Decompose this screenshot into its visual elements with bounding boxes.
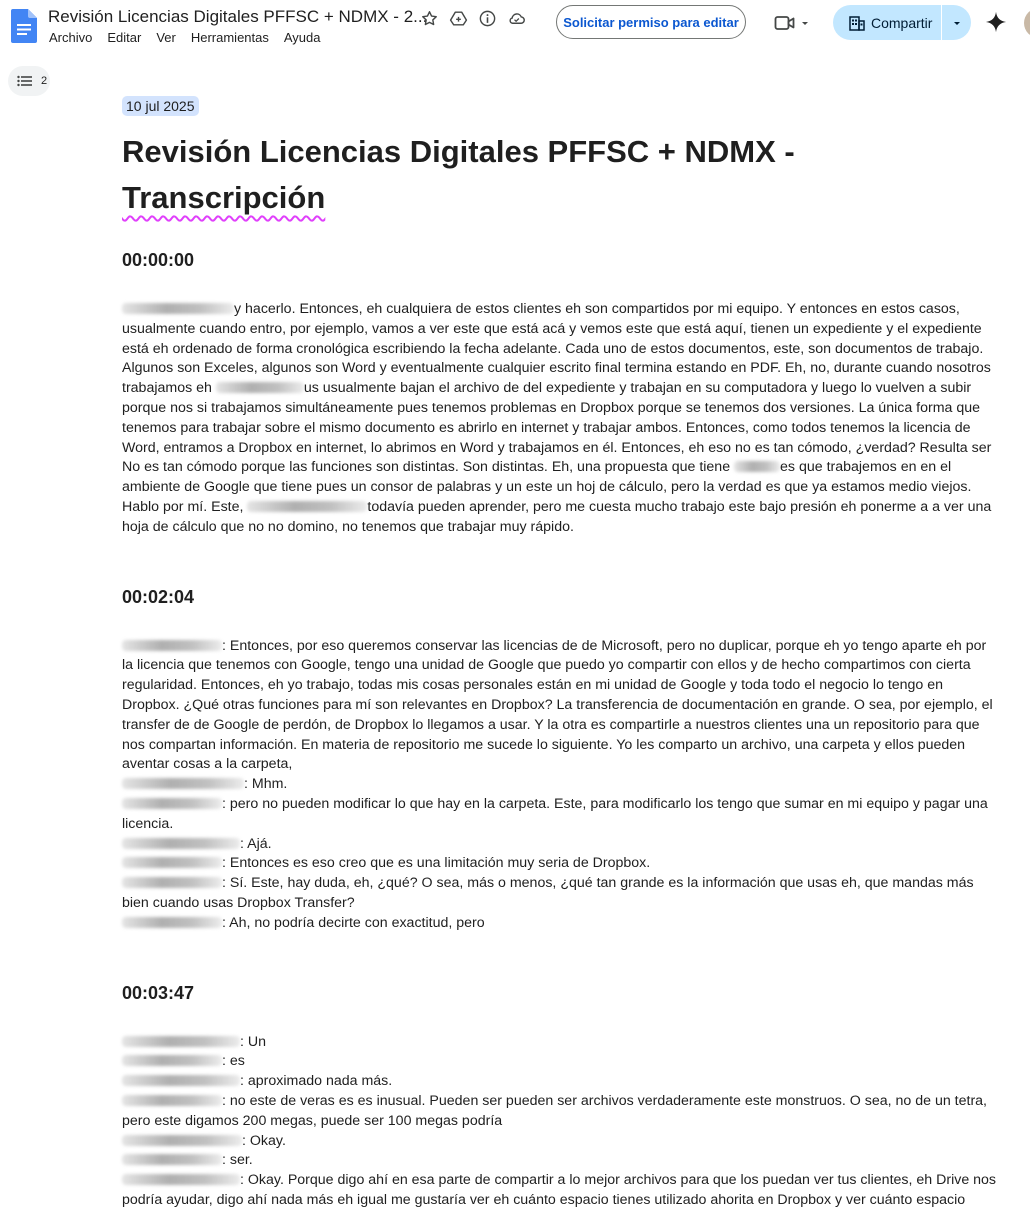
transcript-line [122, 1112, 998, 1132]
line-text: todavía pueden aprender, pero me cuesta mucho trabajo este bajo presión eh ponerme a a ver una [367, 498, 992, 515]
redacted-speaker-name [122, 1135, 242, 1146]
document-heading [122, 129, 998, 221]
redacted-speaker-name [734, 461, 780, 472]
share-label: Compartir [871, 14, 933, 31]
redacted-speaker-name [122, 1154, 222, 1165]
redacted-speaker-name [122, 778, 244, 789]
section-timestamp: 00:00:00 [122, 250, 195, 270]
transcript-line [122, 676, 998, 696]
star-icon[interactable] [420, 9, 439, 28]
transcript-line [122, 320, 998, 340]
transcript-line [122, 419, 998, 439]
transcript-sections [122, 248, 998, 1211]
heading-line-2: Transcripción [122, 180, 326, 215]
redacted-speaker-name [122, 1174, 240, 1185]
heading-line-1: Revisión Licencias Digitales PFFSC + NDMX - [122, 134, 795, 169]
transcript-paragraph [122, 300, 998, 538]
outline-toggle-button[interactable] [8, 66, 50, 96]
building-icon [849, 15, 865, 31]
menu-ayuda[interactable]: Ayuda [283, 30, 321, 45]
line-text: : no este de veras es es inusual. Pueden ser pueden ser archivos verdaderamente este monstruos. O sea, no de un tetra, [222, 1092, 987, 1109]
transcript-line [122, 1132, 998, 1152]
transcript-line [122, 1151, 998, 1171]
line-text: : Okay. [242, 1132, 286, 1149]
transcript-line [122, 1033, 998, 1053]
line-text: trabajamos eh [122, 380, 216, 397]
line-text: Algunos son Exceles, algunos son Word y eventualmente cualquier escrito final termina estando en PDF. Eh, no, durante cuando nosotros [122, 360, 991, 377]
document-title[interactable]: Revisión Licencias Digitales PFFSC + NDMX - 2... [48, 7, 428, 26]
request-edit-access-button[interactable]: Solicitar permiso para editar [556, 5, 746, 39]
transcript-line [122, 854, 998, 874]
transcript-line [122, 874, 998, 894]
transcript-line [122, 439, 998, 459]
line-text: hoja de cálculo que no no domino, no tenemos que trabajar muy rápido. [122, 518, 574, 535]
section-timestamp: 00:02:04 [122, 586, 195, 607]
redacted-speaker-name [122, 857, 222, 868]
avatar[interactable] [1024, 8, 1030, 38]
line-text: transfer de de Google de perdón, de Dropbox lo llegamos a usar. Y la otra es compartirle a nuestros clientes una un repositorio para que [122, 716, 980, 733]
line-text: pero este digamos 200 megas, puede ser 100 megas podría [122, 1112, 503, 1129]
top-bar [0, 0, 1030, 56]
transcript-line [122, 656, 998, 676]
google-docs-logo-icon[interactable] [11, 9, 37, 43]
menu-ver[interactable]: Ver [156, 30, 176, 45]
transcript-line [122, 1191, 998, 1211]
chevron-down-icon [952, 18, 962, 28]
gemini-sparkle-icon[interactable] [985, 11, 1007, 33]
line-text: : es [222, 1053, 245, 1070]
line-text: Dropbox. ¿Qué otras funciones para mí son relevantes en Dropbox? La transferencia de documentación en grande. O sea, por ejemplo, el [122, 696, 993, 713]
transcript-line [122, 340, 998, 360]
share-button-group [833, 5, 971, 40]
menu-herramientas[interactable]: Herramientas [190, 30, 269, 45]
video-camera-icon [774, 14, 796, 32]
line-text: tenemos para trabajar sobre el mismo documento es abrirlo en internet y trabajar ambos. Entonces, como todos tenemos la licencia de [122, 419, 971, 436]
line-text: porque nos si trabajamos simultáneamente pues tenemos problemas en Dropbox porque se tenemos dos versiones. La única forma que [122, 399, 981, 416]
line-text: la licencia que tenemos con Google, tengo una unidad de Google que puedo yo compartir con ellos y de hecho compartimos con cierta [122, 657, 971, 674]
transcript-line [122, 775, 998, 795]
transcript-paragraph [122, 1033, 998, 1211]
line-text: : Entonces es eso creo que es una limitación muy seria de Dropbox. [222, 855, 651, 872]
line-text: regularidad. Entonces, eh yo trabajo, todas mis cosas personales están en mi unidad de Google y toda todo el negocio lo tengo en [122, 677, 944, 694]
redacted-speaker-name [122, 1055, 222, 1066]
line-text: : Ajá. [240, 835, 272, 852]
transcript-line [122, 696, 998, 716]
menu-editar[interactable]: Editar [107, 30, 142, 45]
transcript-line [122, 795, 998, 815]
line-text: licencia. [122, 815, 174, 832]
line-text: aventar cosas a la carpeta, [122, 756, 293, 773]
line-text: Word, entramos a Dropbox en internet, lo abrimos en Word y trabajamos en él. Entonces, eh eso no es tan cómodo, ¿verdad? Resulta ser [122, 439, 992, 456]
transcript-paragraph [122, 637, 998, 934]
transcript-line [122, 498, 998, 518]
redacted-speaker-name [122, 838, 240, 849]
redacted-speaker-name [122, 798, 222, 809]
transcript-line [122, 1092, 998, 1112]
line-text: : Sí. Este, hay duda, eh, ¿qué? O sea, más o menos, ¿qué tan grande es la información que usas eh, que mandas más [222, 875, 974, 892]
transcript-line [122, 1072, 998, 1092]
transcript-line [122, 835, 998, 855]
line-text: Hablo por mí. Este, [122, 498, 248, 515]
line-text: : Entonces, por eso queremos conservar las licencias de de Microsoft, pero no duplicar, porque eh yo tengo aparte eh por [222, 637, 987, 654]
line-text: : Un [240, 1033, 267, 1050]
transcript-line [122, 914, 998, 934]
line-text: es que trabajemos en en el [780, 459, 952, 476]
redacted-speaker-name [122, 303, 234, 314]
line-text: usualmente cuando entro, por ejemplo, vamos a ver este que está acá y vemos este que está aquí, tienen un expediente y el expediente [122, 320, 982, 337]
list-icon [17, 75, 33, 87]
line-text: us usualmente bajan el archivo de del expediente y trabajan en su computadora y luego lo vuelven a subir [303, 380, 972, 397]
line-text: podría ayudar, digo ahí nada más eh igual me gustaría ver eh cuánto espacio tienes utilizado ahorita en Dropbox y ver cuánto espacio [122, 1191, 966, 1208]
line-text: ambiente de Google que tiene pues un consor de palabras y un este un hoj de cálculo, pero la verdad es que ya estamos medio viejos. [122, 479, 972, 496]
share-dropdown-button[interactable] [942, 5, 971, 40]
transcript-line [122, 716, 998, 736]
move-to-drive-icon[interactable] [449, 9, 468, 28]
section-timestamp: 00:03:47 [122, 982, 195, 1003]
transcript-line [122, 755, 998, 775]
cloud-saved-icon[interactable] [507, 9, 526, 28]
meet-button[interactable] [774, 10, 816, 36]
transcript-line [122, 359, 998, 379]
transcript-line [122, 894, 998, 914]
outline-count: 2 [41, 75, 48, 87]
redacted-speaker-name [122, 917, 222, 928]
info-icon[interactable] [478, 9, 497, 28]
line-text: y hacerlo. Entonces, eh cualquiera de estos clientes eh son compartidos por mi equipo. Y entonces en estos casos, [234, 301, 960, 317]
line-text: nos compartan información. En materia de repositorio me sucede lo siguiente. Yo les comparto un archivo, una carpeta y ellos pueden [122, 736, 966, 753]
chevron-down-icon [800, 18, 810, 28]
line-text: : Mhm. [244, 776, 288, 793]
line-text: : Okay. Porque digo ahí en esa parte de compartir a lo mejor archivos para que los puedan ver tus clientes, eh Drive nos [240, 1172, 997, 1189]
transcript-line [122, 1171, 998, 1191]
menu-bar [49, 30, 336, 45]
transcript-line [122, 736, 998, 756]
redacted-speaker-name [122, 1095, 222, 1106]
transcript-line [122, 399, 998, 419]
line-text: : pero no pueden modificar lo que hay en la carpeta. Este, para modificarlo los tengo que sumar en mi equipo y pagar una [222, 795, 988, 812]
document-body[interactable] [122, 92, 998, 1211]
share-button[interactable] [833, 5, 941, 40]
transcript-line [122, 458, 998, 478]
transcript-line [122, 815, 998, 835]
transcript-line [122, 518, 998, 538]
line-text: : aproximado nada más. [240, 1073, 393, 1090]
redacted-speaker-name [122, 640, 222, 651]
transcript-line [122, 379, 998, 399]
transcript-line [122, 637, 998, 657]
menu-archivo[interactable]: Archivo [49, 30, 93, 45]
line-text: : Ah, no podría decirte con exactitud, pero [222, 914, 485, 931]
line-text: está eh ordenado de forma cronológica escribiendo la fecha adelante. Cada uno de estos documentos, este, son documentos de trabajo. [122, 340, 984, 357]
date-chip[interactable]: 10 jul 2025 [122, 96, 199, 116]
redacted-speaker-name [247, 501, 367, 512]
transcript-line [122, 478, 998, 498]
redacted-speaker-name [122, 1075, 240, 1086]
line-text: No es tan cómodo porque las funciones son distintas. Son distintas. Eh, una propuesta que tiene [122, 459, 735, 476]
redacted-speaker-name [122, 877, 222, 888]
transcript-line [122, 300, 998, 320]
redacted-speaker-name [216, 382, 304, 393]
line-text: bien cuando usas Dropbox Transfer? [122, 894, 355, 911]
transcript-line [122, 1052, 998, 1072]
redacted-speaker-name [122, 1036, 240, 1047]
line-text: : ser. [222, 1152, 253, 1169]
